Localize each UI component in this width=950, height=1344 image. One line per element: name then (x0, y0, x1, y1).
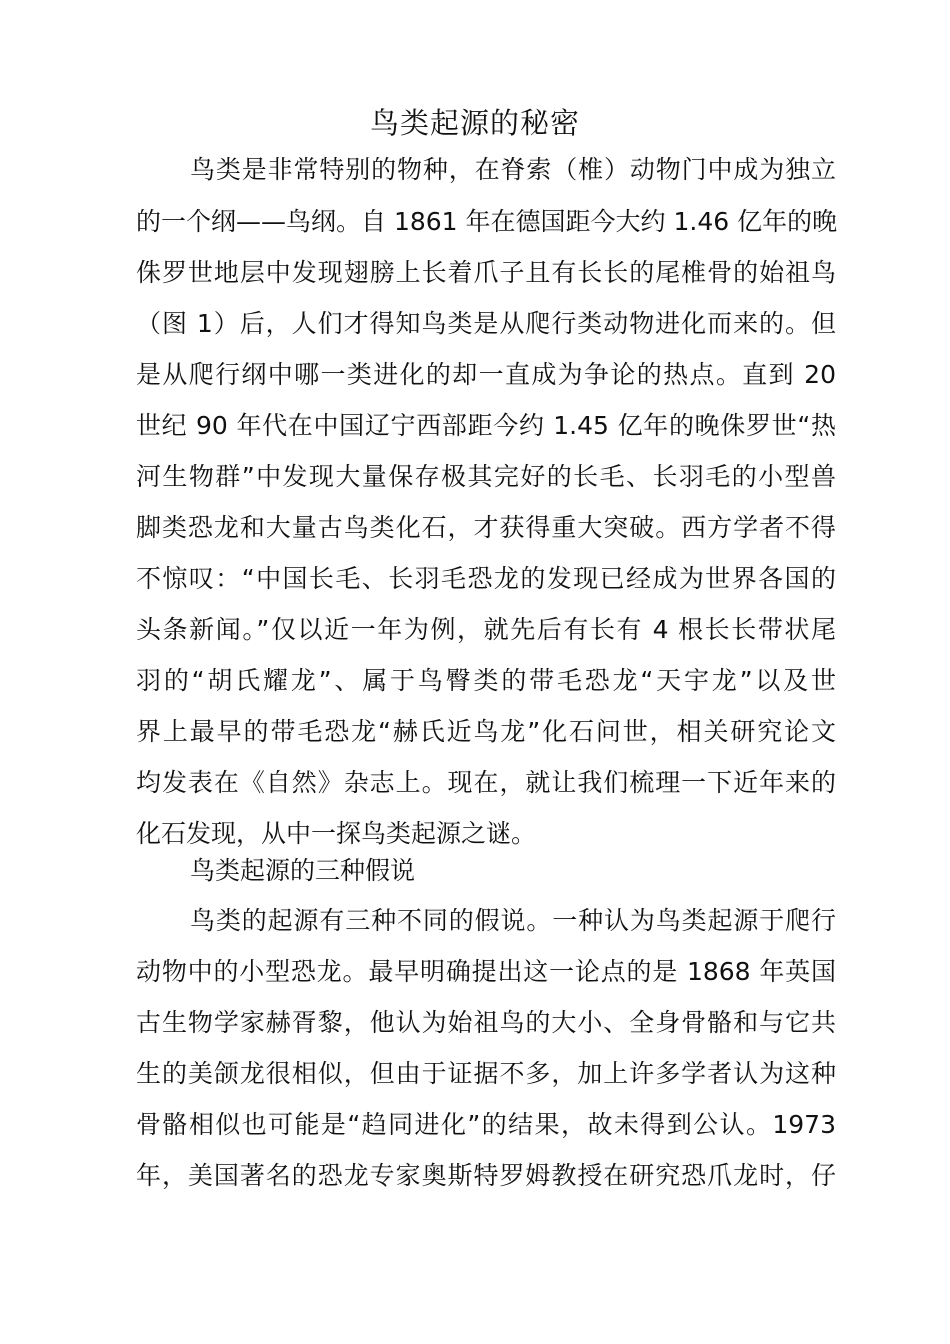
paragraph-line: 鸟类是非常特别的物种，在脊索（椎）动物门中成为独立 (190, 155, 836, 184)
paragraph-line: 脚类恐龙和大量古鸟类化石，才获得重大突破。西方学者不得 (136, 513, 836, 542)
paragraph-line: 年，美国著名的恐龙专家奥斯特罗姆教授在研究恐爪龙时，仔 (136, 1161, 836, 1190)
document-title: 鸟类起源的秘密 (369, 106, 580, 140)
paragraph-line: 骨骼相似也可能是“趋同进化”的结果，故未得到公认。1973 (136, 1110, 836, 1139)
paragraph-line: 化石发现，从中一探鸟类起源之谜。 (136, 819, 537, 848)
section-heading: 鸟类起源的三种假说 (190, 856, 416, 885)
paragraph-line: （图 1）后，人们才得知鸟类是从爬行类动物进化而来的。但 (136, 309, 836, 338)
paragraph-line: 不惊叹：“中国长毛、长羽毛恐龙的发现已经成为世界各国的 (136, 564, 836, 593)
paragraph-line: 鸟类的起源有三种不同的假说。一种认为鸟类起源于爬行 (190, 906, 836, 935)
paragraph-line: 古生物学家赫胥黎，他认为始祖鸟的大小、全身骨骼和与它共 (136, 1008, 836, 1037)
paragraph-line: 生的美颌龙很相似，但由于证据不多，加上许多学者认为这种 (136, 1059, 836, 1088)
paragraph-line: 头条新闻。”仅以近一年为例，就先后有长有 4 根长长带状尾 (136, 615, 836, 644)
paragraph-line: 是从爬行纲中哪一类进化的却一直成为争论的热点。直到 20 (136, 360, 836, 389)
paragraph-line: 羽的“胡氏耀龙”、属于鸟臀类的带毛恐龙“天宇龙”以及世 (136, 666, 836, 695)
paragraph-line: 均发表在《自然》杂志上。现在，就让我们梳理一下近年来的 (136, 768, 836, 797)
paragraph-line: 世纪 90 年代在中国辽宁西部距今约 1.45 亿年的晚侏罗世“热 (136, 411, 836, 440)
paragraph-line: 界上最早的带毛恐龙“赫氏近鸟龙”化石问世，相关研究论文 (136, 717, 836, 746)
paragraph-line: 侏罗世地层中发现翅膀上长着爪子且有长长的尾椎骨的始祖鸟 (136, 258, 836, 287)
paragraph-line: 河生物群”中发现大量保存极其完好的长毛、长羽毛的小型兽 (136, 462, 836, 491)
paragraph-line: 的一个纲——鸟纲。自 1861 年在德国距今大约 1.46 亿年的晚 (136, 207, 838, 236)
paragraph-line: 动物中的小型恐龙。最早明确提出这一论点的是 1868 年英国 (136, 957, 836, 986)
